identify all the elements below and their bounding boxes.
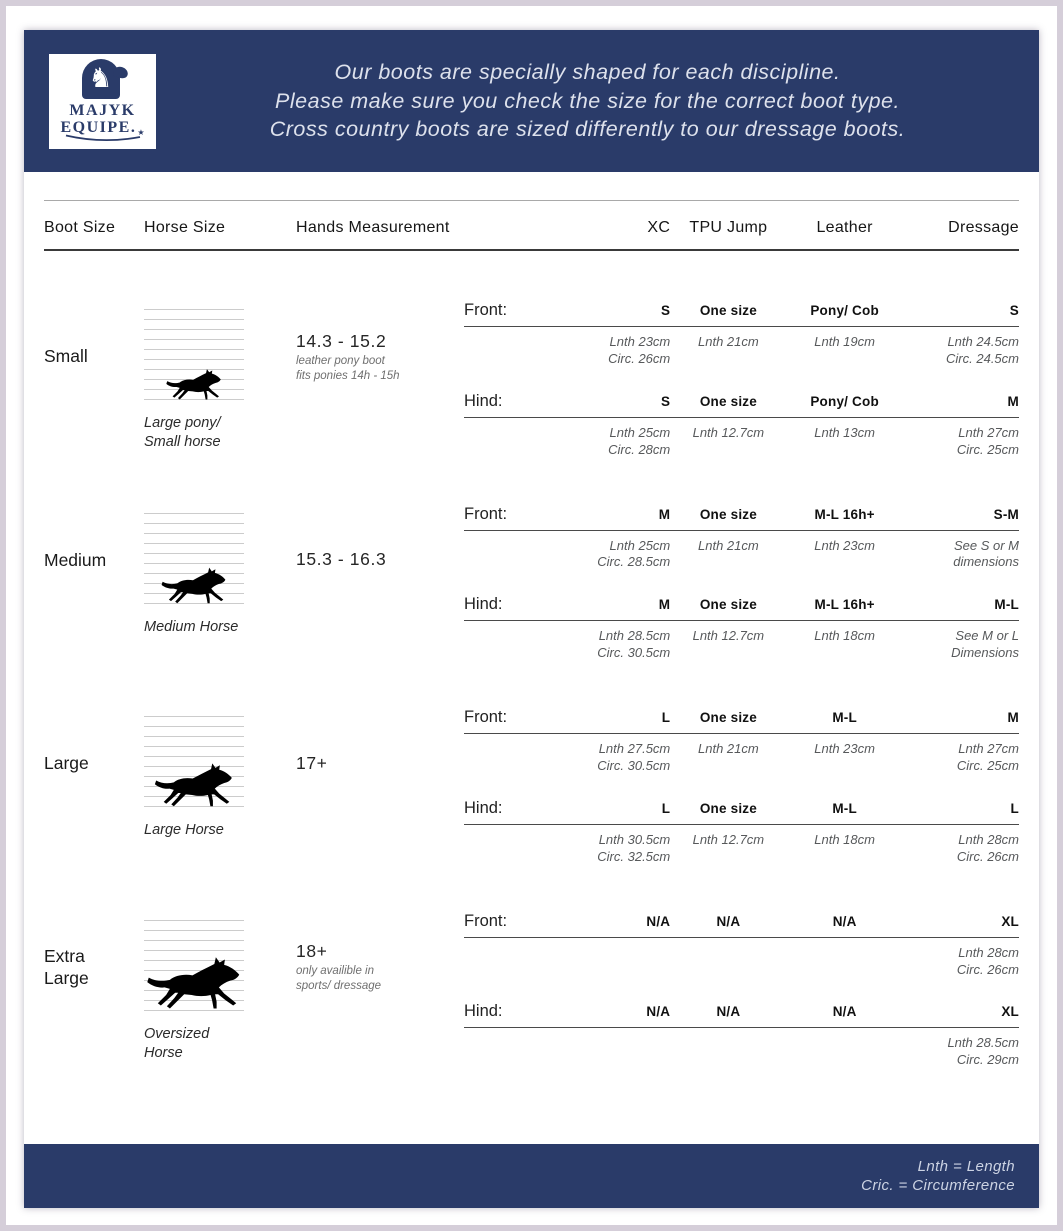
size-row [44,912,1019,1070]
front-tpu-size: One size [699,303,757,318]
front-tpu-dims: Lnth 21cm [698,537,759,553]
hind-leather-dims: Lnth 18cm [814,831,875,847]
size-row [44,505,1019,663]
hind-xc-size: L [661,800,671,816]
front-section [464,505,1019,572]
boot-size-label: Medium [44,549,107,570]
horse-icon [160,564,228,606]
front-label: Front: [464,708,508,727]
hands-note: leather pony boot fits ponies 14h - 15h [296,354,400,382]
col-header-leather: Leather [816,219,873,236]
header-banner [24,30,1039,172]
hind-leather-size: N/A [832,1004,857,1020]
hind-dressage-dims: Lnth 27cm Circ. 25cm [956,424,1019,457]
front-tpu-dims [670,945,786,979]
front-xc-size: M [658,506,671,522]
front-dressage-dims: Lnth 24.5cm Circ. 24.5cm [946,334,1019,366]
front-leather-dims: Lnth 23cm [814,741,875,757]
horse-height-chart [144,920,244,1016]
col-header-dressage: Dressage [948,219,1019,236]
horse-caption: Large pony/ Small horse [144,415,221,450]
size-table [24,172,1039,1144]
front-section [464,912,1019,979]
front-label: Front: [464,911,508,930]
hind-dressage-size: XL [1001,1004,1019,1020]
brand-logo [49,54,156,149]
front-leather-dims [787,945,903,979]
hind-dressage-dims: Lnth 28.5cm Circ. 29cm [947,1035,1019,1068]
hind-dressage-dims: Lnth 28cm Circ. 26cm [956,831,1019,864]
brand-name-line2: EQUIPE. [60,118,137,136]
size-row [44,708,1019,866]
hind-dressage-dims: See M or L Dimensions [951,628,1019,661]
horse-icon [165,366,223,402]
front-leather-size: M-L 16h+ [814,506,875,522]
front-dressage-dims: Lnth 28cm Circ. 26cm [956,944,1019,977]
hind-leather-dims: Lnth 18cm [814,628,875,644]
hind-xc-dims: Lnth 25cm Circ. 28cm [608,424,671,457]
front-leather-dims: Lnth 19cm [814,334,875,349]
front-tpu-dims: Lnth 21cm [698,741,759,757]
hind-section [464,799,1019,866]
hind-tpu-size: N/A [716,1004,741,1020]
horse-icon [145,952,243,1012]
hind-label: Hind: [464,391,503,410]
hind-xc-size: M [658,597,671,613]
size-chart-card [24,30,1039,1208]
hind-xc-size: S [661,393,671,409]
front-leather-dims: Lnth 23cm [814,537,875,553]
hind-leather-dims [787,1035,903,1069]
star-icon: ★ [137,127,145,137]
hands-measurement: 15.3 - 16.3 [296,549,387,570]
col-header-tpu-jump: TPU Jump [689,219,768,236]
front-dressage-size: M [1007,710,1019,726]
front-tpu-size: N/A [716,913,741,929]
front-section [464,708,1019,775]
hind-dressage-size: L [1010,800,1019,816]
col-header-xc: XC [647,219,671,236]
hind-leather-size: Pony/ Cob [810,393,879,409]
hind-xc-size: N/A [646,1004,671,1020]
hands-measurement: 17+ [296,752,328,773]
footer-banner [24,1144,1039,1208]
front-tpu-size: One size [699,710,757,726]
front-dressage-dims: See S or M dimensions [953,537,1019,570]
horse-caption: Large Horse [144,822,224,839]
hind-xc-dims: Lnth 30.5cm Circ. 32.5cm [597,831,671,864]
horse-height-chart [144,309,244,405]
hind-tpu-size: One size [699,597,757,613]
horse-height-chart [144,513,244,609]
front-xc-dims: Lnth 27.5cm Circ. 30.5cm [597,741,671,774]
front-xc-size: L [661,710,671,726]
hind-label: Hind: [464,798,503,817]
tagline-line: Please make sure you check the size for the correct boot type. [275,88,900,113]
hind-tpu-dims: Lnth 12.7cm [692,424,765,440]
col-header-hands: Hands Measurement [296,219,450,236]
hind-tpu-size: One size [699,393,757,409]
front-xc-size: S [661,303,671,318]
tagline-line: Our boots are specially shaped for each discipline. [334,60,841,85]
col-header-horse-size: Horse Size [144,219,226,236]
horse-and-rider-icon: ♞ [78,59,128,101]
hind-section [464,1002,1019,1069]
front-dressage-size: XL [1001,913,1019,929]
hind-label: Hind: [464,595,503,614]
column-header-row [44,200,1019,251]
legend-circumference: Cric. = Circumference [861,1177,1015,1194]
horse-icon [153,759,235,809]
front-dressage-size: S [1009,303,1019,318]
front-label: Front: [464,504,508,523]
hind-xc-dims: Lnth 28.5cm Circ. 30.5cm [597,628,671,661]
horse-height-chart [144,716,244,812]
front-xc-dims [554,945,670,979]
hind-tpu-size: One size [699,800,757,816]
front-section [464,301,1019,368]
front-leather-size: M-L [832,710,857,726]
hind-tpu-dims: Lnth 12.7cm [692,628,765,644]
hands-measurement: 14.3 - 15.2 [296,330,387,351]
front-xc-dims: Lnth 23cm Circ. 26cm [608,334,671,366]
col-header-boot-size: Boot Size [44,219,116,236]
logo-swoosh [64,134,142,143]
front-tpu-dims: Lnth 21cm [698,334,759,349]
tagline-line: Cross country boots are sized differently to our dressage boots. [269,117,906,142]
brand-name-line1: MAJYK [69,102,136,120]
boot-size-label: Extra Large [44,945,89,988]
front-leather-size: Pony/ Cob [810,303,879,318]
header-tagline [156,58,1039,143]
front-label: Front: [464,301,508,319]
front-xc-dims: Lnth 25cm Circ. 28.5cm [597,537,671,570]
front-dressage-dims: Lnth 27cm Circ. 25cm [956,741,1019,774]
hind-leather-size: M-L 16h+ [814,597,875,613]
hind-section [464,595,1019,662]
hind-section [464,392,1019,459]
legend-length: Lnth = Length [917,1157,1015,1175]
hands-measurement: 18+ [296,941,328,962]
front-tpu-size: One size [699,506,757,522]
front-dressage-size: S-M [993,506,1019,522]
horse-caption: Oversized Horse [144,1025,210,1061]
boot-size-label: Small [44,346,88,367]
horse-caption: Medium Horse [144,618,239,635]
hind-label: Hind: [464,1002,503,1021]
size-row [44,301,1019,459]
hind-dressage-size: M [1007,393,1019,409]
hind-leather-dims: Lnth 13cm [814,424,875,440]
boot-size-label: Large [44,753,89,774]
hind-tpu-dims: Lnth 12.7cm [692,831,765,847]
hind-tpu-dims [670,1035,786,1069]
hind-leather-size: M-L [832,800,857,816]
hands-note: only availible in sports/ dressage [296,965,382,993]
hind-dressage-size: M-L [994,597,1019,613]
front-leather-size: N/A [832,913,857,929]
hind-xc-dims [554,1035,670,1069]
front-xc-size: N/A [646,913,671,929]
